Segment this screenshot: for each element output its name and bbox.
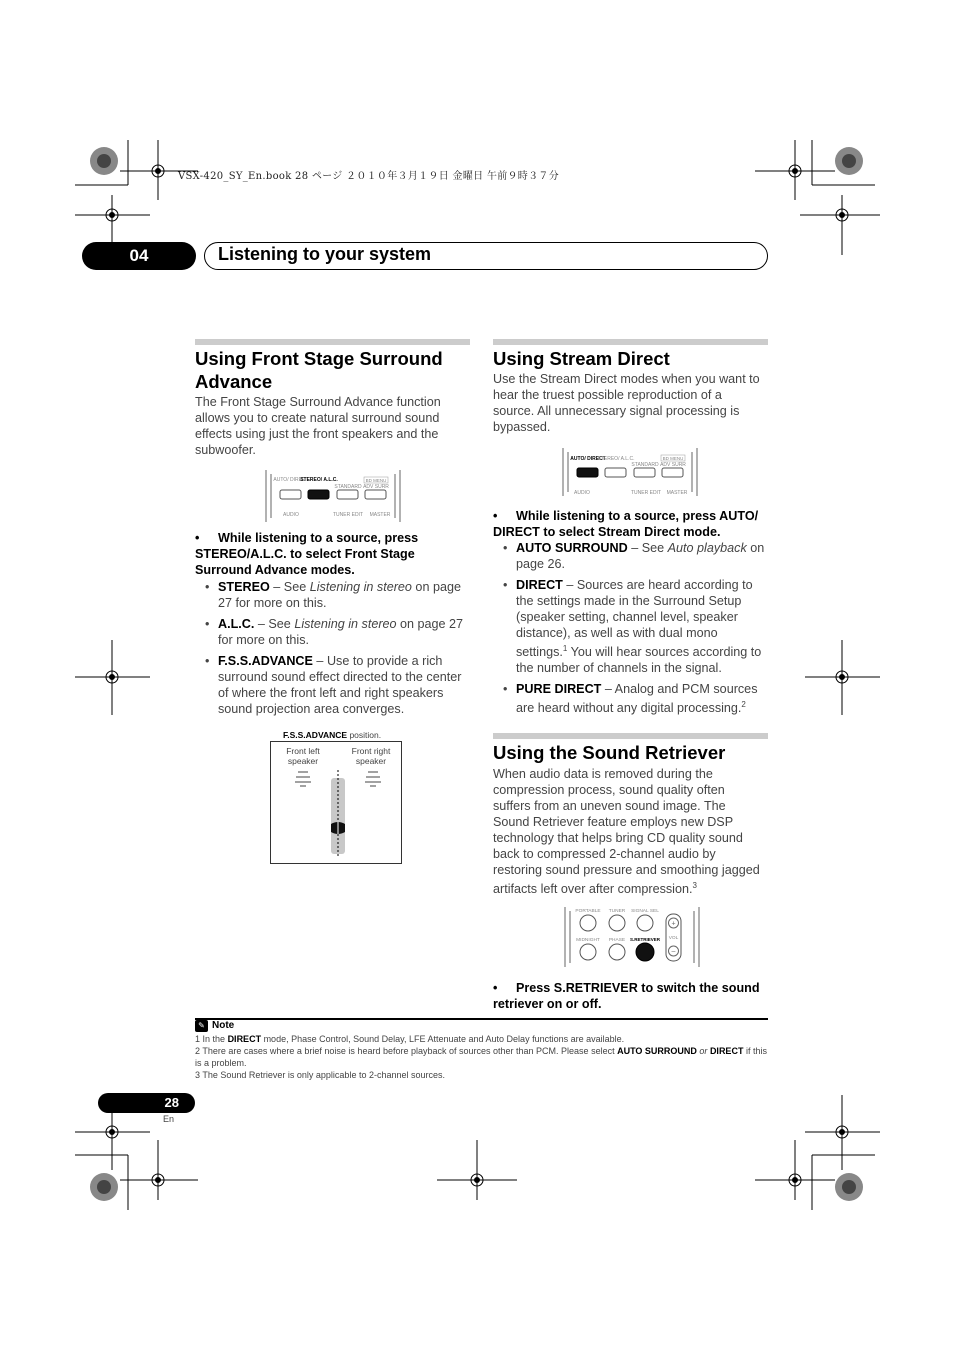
stream-body: Use the Stream Direct modes when you want to hear the truest possible reproduction of a source. All unnecessary signal processing is bypassed.	[493, 372, 760, 434]
chapter-number: 04	[82, 242, 196, 270]
retriever-instruction: • Press S.RETRIEVER to switch the sound retriever on or off.	[493, 981, 760, 1011]
master-label: MASTER	[666, 490, 688, 496]
fss-diagram-graphic	[271, 742, 399, 862]
footnote: 3 The Sound Retriever is only applicable to 2-channel sources.	[195, 1070, 445, 1080]
bd-menu-label: BD MENU	[662, 456, 684, 461]
list-item: • DIRECT – Sources are heard according to the settings made in the Surround Setup (speaker setting, channel level, speaker distance), as well as with dual mono settings.$^1$ You will hear sources according to the number of channels in the signal.	[503, 578, 762, 676]
tuner-label: TUNER	[608, 909, 626, 914]
page-lang: En	[163, 1114, 175, 1124]
note-icon: ✎	[195, 1020, 208, 1032]
fss-body: The Front Stage Surround Advance function allows you to create natural surround sound effects using just the front speakers and the subwoofer.	[195, 395, 441, 457]
note-list	[195, 1033, 770, 1081]
footnote: 1 In the DIRECT mode, Phase Control, Sound Delay, LFE Attenuate and Auto Delay functions are available.	[195, 1034, 625, 1044]
list-item: • A.L.C. – See Listening in stereo on page 27 for more on this.	[205, 617, 464, 647]
s-retriever-label: S.RETRIEVER	[629, 937, 661, 942]
svg-text:+: +	[671, 920, 676, 928]
auto-direct-label: AUTO/ DIRECT	[273, 477, 309, 483]
fss-instruction: • While listening to a source, press STEREO/A.L.C. to select Front Stage Surround Advance modes.	[195, 531, 419, 577]
stereo-alc-button	[308, 490, 329, 499]
tuner-edit-label: TUNER EDIT	[333, 512, 363, 518]
retriever-body: When audio data is removed during the compression process, sound quality often suffers from an uneven sound image. The Sound Retriever feature employs new DSP technology that helps bring CD quality sound back to compressed 2-channel audio by restoring sound pressure and smoothing jagged artifacts left over after compression.$^3$	[493, 767, 760, 897]
front-right-label: Front right speaker	[351, 746, 391, 766]
list-item: • STEREO – See Listening in stereo on page 27 for more on this.	[205, 580, 461, 610]
list-item: • PURE DIRECT – Analog and PCM sources are heard without any digital processing.$^2$	[503, 682, 758, 716]
bd-menu-label: BD MENU	[365, 478, 387, 483]
signal-sel-label: SIGNAL SEL	[631, 909, 659, 914]
speaker-left-icon	[295, 772, 311, 786]
tuner-edit-label: TUNER EDIT	[631, 490, 661, 496]
speaker-right-icon	[365, 772, 381, 786]
midnight-label: MIDNIGHT	[576, 938, 600, 943]
svg-text:–: –	[671, 948, 676, 956]
stream-instruction: • While listening to a source, press AUTO/ DIRECT to select Stream Direct mode.	[493, 509, 759, 539]
fss-remote-panel	[263, 468, 403, 524]
auto-direct-button	[577, 468, 598, 477]
note-title: Note	[212, 1020, 235, 1031]
master-label: MASTER	[369, 512, 391, 518]
auto-direct-label: AUTO/ DIRECT	[570, 456, 606, 462]
fss-diagram-caption: F.S.S.ADVANCE position.	[283, 730, 382, 740]
audio-label: AUDIO	[283, 512, 299, 518]
stereo-alc-label: STEREO/ A.L.C.	[597, 456, 635, 462]
standard-label: STANDARD	[334, 484, 362, 490]
vol-label: VOL	[668, 936, 679, 941]
s-retriever-button	[636, 943, 654, 961]
footnote: 2 There are cases where a brief noise is heard before playback of sources other than PCM. Please select AUTO SURROUND or DIRECT if this is a problem.	[195, 1046, 767, 1068]
section-rule	[493, 339, 768, 345]
stream-remote-panel	[560, 446, 700, 498]
chapter-title: Listening to your system	[218, 244, 432, 264]
list-item: • AUTO SURROUND – See Auto playback on page 26.	[503, 541, 765, 571]
phase-label: PHASE	[608, 938, 626, 943]
print-header: VSX-420_SY_En.book 28 ページ ２０１０年３月１９日 金曜日 午前９時３７分	[178, 171, 559, 182]
note-rule	[195, 1018, 768, 1020]
list-item: • F.S.S.ADVANCE – Use to provide a rich surround sound effect directed to the center of where the front left and right speakers sound projection area converges.	[205, 654, 462, 716]
adv-surr-label: ADV SURR	[363, 484, 389, 490]
stream-bullet-list	[503, 540, 768, 716]
fss-heading: Using Front Stage Surround Advance	[195, 348, 443, 392]
standard-label: STANDARD	[631, 462, 659, 468]
stereo-alc-label: STEREO/ A.L.C.	[300, 477, 338, 483]
fss-bullet-list	[205, 579, 470, 717]
portable-label: PORTABLE	[575, 909, 601, 914]
audio-label: AUDIO	[574, 490, 590, 496]
section-rule	[195, 339, 470, 345]
retriever-remote-panel	[562, 905, 702, 969]
section-rule	[493, 733, 768, 739]
page-number-badge: 28	[98, 1093, 195, 1113]
adv-surr-label: ADV SURR	[660, 462, 686, 468]
retriever-heading: Using the Sound Retriever	[493, 742, 726, 763]
stream-heading: Using Stream Direct	[493, 348, 670, 369]
front-left-label: Front left speaker	[286, 746, 320, 766]
